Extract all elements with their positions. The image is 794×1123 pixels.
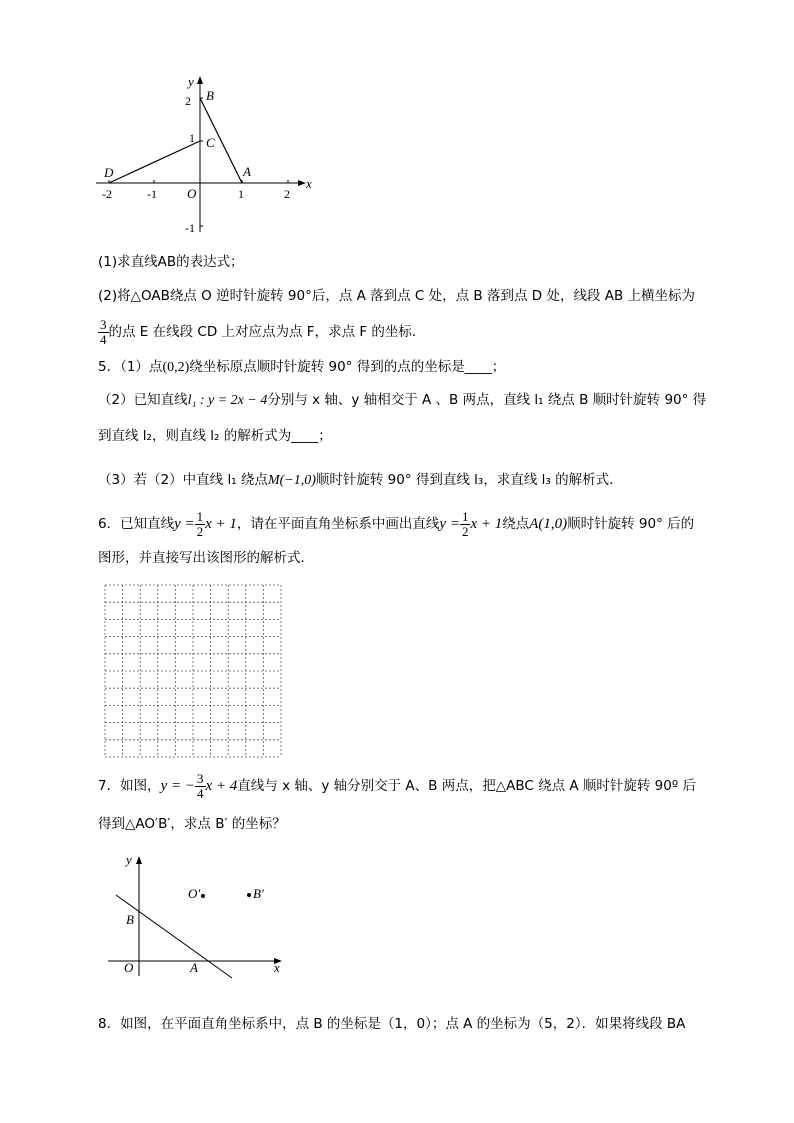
- blank-dashed-grid: [104, 584, 282, 758]
- q4-part2-line1: (2)将△OAB绕点 O 逆时针旋转 90°后，点 A 落到点 C 处，点 B 落到点 D 处，线段 AB 上横坐标为: [98, 288, 696, 304]
- y-axis-arrow-icon: [197, 76, 203, 84]
- figure-1-coordinate-plot: [92, 72, 328, 242]
- y-tick-label: 1: [189, 131, 195, 145]
- q7-line2: 得到△AO′B′，求点 B′ 的坐标？: [98, 816, 286, 832]
- axis-label-x: x: [306, 176, 312, 191]
- q6-line1: 6．已知直线y = $\frac{1}{2}$ x + 1，请在平面直角坐标系中画出直线y = $\frac{1}{2}$ x + 1绕点A(1,0)顺时针旋转 90° 后的: [98, 508, 695, 539]
- x-axis-arrow-icon: [298, 180, 306, 186]
- point-label-a: A: [190, 960, 198, 975]
- q8-line1: 8．如图，在平面直角坐标系中，点 B 的坐标是（1，0）；点 A 的坐标为（5，2）．如果将线段 BA: [98, 1016, 686, 1032]
- origin-label: O: [124, 960, 134, 975]
- point-label-o-prime: O′: [188, 886, 201, 901]
- figure-2-coordinate-plot: [104, 850, 294, 980]
- x-tick-label: 2: [284, 187, 290, 201]
- y-tick-label: 2: [185, 94, 191, 108]
- point-label-b-prime: B′: [253, 886, 264, 901]
- q5-line3: 到直线 l₂，则直线 l₂ 的解析式为____；: [98, 428, 332, 444]
- q5-line4: （3）若（2）中直线 l₁ 绕点M(−1,0)顺时针旋转 90° 得到直线 l₃，求直线 l₃ 的解析式．: [98, 472, 623, 488]
- axis-label-y: y: [126, 852, 132, 867]
- x-tick-label: -1: [147, 187, 157, 201]
- q4-part2-line2: $\frac{3}{4}$ 的点 E 在线段 CD 上对应点为点 F，求点 F 的坐标．: [100, 316, 426, 347]
- point-b-prime: [247, 893, 251, 897]
- line-ab: [116, 895, 232, 978]
- axis-label-x: x: [274, 960, 280, 975]
- x-tick-label: -2: [102, 187, 112, 201]
- q5-line1: 5．（1）点(0,2)绕坐标原点顺时针旋转 90° 得到的点的坐标是____；: [98, 359, 506, 375]
- point-o-prime: [201, 894, 205, 898]
- q7-line1: 7．如图，y = − $\frac{3}{4}$ x + 4直线与 x 轴、y 轴分别交于 A、B 两点，把△ABC 绕点 A 顺时针旋转 90º 后: [98, 770, 697, 801]
- point-label-b: B: [126, 912, 134, 927]
- segment-dc: [109, 141, 200, 183]
- point-label-d: D: [104, 165, 114, 180]
- fraction-one-half: $\frac{1}{2}$: [196, 508, 204, 539]
- point-label-a: A: [243, 164, 251, 179]
- y-axis-arrow-icon: [136, 856, 142, 864]
- q5-line2: （2）已知直线l₁ : y = 2x − 4分别与 x 轴、y 轴相交于 A 、B 两点，直线 l₁ 绕点 B 顺时针旋转 90° 得: [98, 392, 707, 408]
- fraction-one-half: $\frac{1}{2}$: [461, 508, 469, 539]
- y-tick-label: -1: [185, 221, 195, 235]
- origin-label: O: [187, 186, 197, 201]
- x-tick-label: 1: [238, 187, 244, 201]
- fraction-three-quarters: $\frac{3}{4}$: [197, 770, 204, 801]
- q6-line2: 图形，并直接写出该图形的解析式．: [98, 550, 314, 566]
- point-label-b: B: [206, 88, 214, 103]
- fraction-three-quarters: $\frac{3}{4}$: [100, 316, 107, 347]
- axis-label-y: y: [188, 74, 194, 89]
- q4-part1: (1)求直线AB的表达式；: [98, 254, 244, 270]
- point-label-c: C: [206, 135, 215, 150]
